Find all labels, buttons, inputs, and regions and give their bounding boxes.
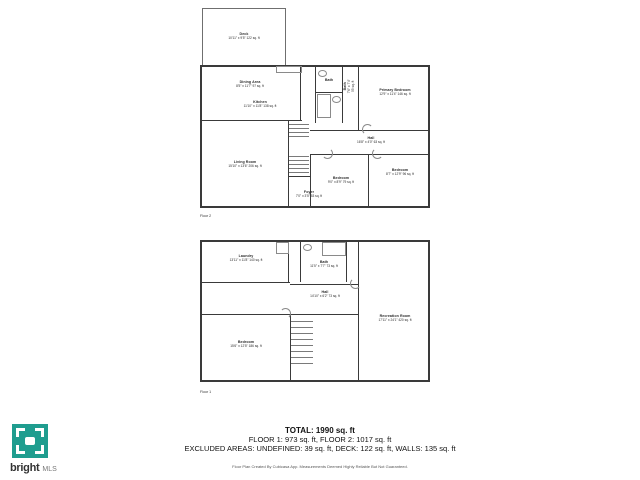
f1-door-bedroom bbox=[280, 308, 291, 319]
f2-outer-left bbox=[200, 65, 202, 208]
f1-wall-rec-left bbox=[358, 240, 359, 382]
f2-wall-bedroom2-left bbox=[310, 154, 311, 207]
f2-wall-bath-split bbox=[315, 92, 343, 93]
room-bedroom-f2-right: Bedroom 8'7" x 12'9" 96 sq. ft bbox=[386, 168, 414, 177]
f2-wall-primary-left bbox=[358, 65, 359, 131]
f1-laundry-unit bbox=[276, 242, 289, 254]
f2-stairs-foyer bbox=[289, 154, 309, 176]
f1-outer-left bbox=[200, 240, 202, 382]
room-hall-f1: Hall 14'10" x 6'2" 73 sq. ft bbox=[310, 290, 340, 299]
room-living-room: Living Room 15'10" x 13'6" 206 sq. ft bbox=[228, 160, 262, 169]
f2-wall-kitchen-right bbox=[300, 65, 301, 121]
room-recreation: Recreation Room 17'11" x 24'1" 420 sq. ft bbox=[378, 314, 412, 323]
room-bedroom-f2-mid: Bedroom 9'0" x 8'9" 79 sq. ft bbox=[327, 176, 355, 185]
f2-door-bedroom-mid bbox=[322, 148, 333, 159]
totals-excluded: EXCLUDED AREAS: UNDEFINED: 39 sq. ft, DECK: 122 sq. ft, WALLS: 135 sq. ft bbox=[184, 444, 456, 453]
f1-wall-laundry-bottom bbox=[200, 282, 290, 283]
f2-wall-bathblock-right bbox=[342, 65, 343, 123]
totals-floors: FLOOR 1: 973 sq. ft, FLOOR 2: 1017 sq. ft bbox=[248, 435, 392, 444]
floor-2-label: Floor 2 bbox=[200, 214, 212, 218]
room-bath-upper: Bath bbox=[324, 78, 334, 82]
floor-1-label: Floor 1 bbox=[200, 390, 212, 394]
f1-wall-bedroom-top bbox=[200, 314, 290, 315]
credit-text: Floor Plan Created By Cubicasa App. Measurements Deemed Highly Reliable But Not Guaranteed. bbox=[232, 464, 408, 469]
totals-block bbox=[0, 426, 640, 453]
room-bath-f1: Bath 11'5" x 7'7" 73 sq. ft bbox=[310, 260, 338, 269]
room-kitchen: Kitchen 11'10" x 11'8" 138 sq. ft bbox=[243, 100, 277, 109]
brand-suffix: MLS bbox=[42, 466, 57, 473]
f1-wall-hall-bottom bbox=[290, 314, 358, 315]
f2-stairs-upper bbox=[289, 122, 309, 140]
floor-1-plan bbox=[190, 232, 450, 400]
f2-wall-bedroom-left bbox=[368, 154, 369, 207]
f2-bath-tub bbox=[317, 94, 331, 118]
f1-outer-bottom bbox=[200, 380, 430, 382]
room-deck: Deck 10'11" x 9'5" 122 sq. ft bbox=[228, 32, 260, 41]
f2-wall-foyer-left bbox=[288, 176, 310, 177]
room-laundry: Laundry 13'11" x 11'8" 140 sq. ft bbox=[229, 254, 263, 263]
f1-bath-sink bbox=[303, 244, 312, 251]
room-dining-area: Dining Area 8'5" x 11'7" 97 sq. ft bbox=[236, 80, 264, 89]
deck-wall-top bbox=[202, 8, 286, 9]
room-hall-f2: Hall 16'8" x 4'0" 63 sq. ft bbox=[357, 136, 385, 145]
f1-wall-hall-top bbox=[290, 284, 358, 285]
f1-stairs bbox=[291, 318, 313, 370]
brand-text: bright bbox=[10, 462, 40, 474]
f2-bath-sink bbox=[332, 96, 341, 103]
room-bedroom-f1: Bedroom 15'6" x 12'5" 186 sq. ft bbox=[230, 340, 262, 349]
brand-name bbox=[10, 462, 57, 474]
brand-logo-icon bbox=[12, 424, 48, 458]
deck-wall-left bbox=[202, 8, 203, 65]
room-foyer: Foyer 7'0" x 3'5" 53 sq. ft bbox=[295, 190, 323, 199]
f1-door-rec bbox=[350, 278, 361, 289]
f2-door-primary bbox=[362, 124, 373, 135]
f2-wall-bathblock-left bbox=[315, 65, 316, 123]
room-primary-bedroom: Primary Bedroom 12'9" x 11'4" 146 sq. ft bbox=[379, 88, 411, 97]
f1-outer-top bbox=[200, 240, 430, 242]
f2-outer-bottom bbox=[200, 206, 430, 208]
f2-bath2-sink bbox=[318, 70, 327, 77]
f1-bath-tub bbox=[322, 242, 346, 256]
f2-kitchen-counter bbox=[276, 66, 302, 73]
f2-wall-dining-bottom bbox=[200, 120, 302, 121]
deck-wall-right bbox=[285, 8, 286, 65]
f1-outer-right bbox=[428, 240, 430, 382]
room-bath-main: Bath 7'6" x 7'4" 55 sq. ft bbox=[342, 79, 356, 94]
totals-title: TOTAL: 1990 sq. ft bbox=[285, 426, 355, 435]
f2-outer-right bbox=[428, 65, 430, 208]
floor-2-plan bbox=[190, 8, 450, 218]
f2-door-bedroom-right bbox=[372, 148, 383, 159]
